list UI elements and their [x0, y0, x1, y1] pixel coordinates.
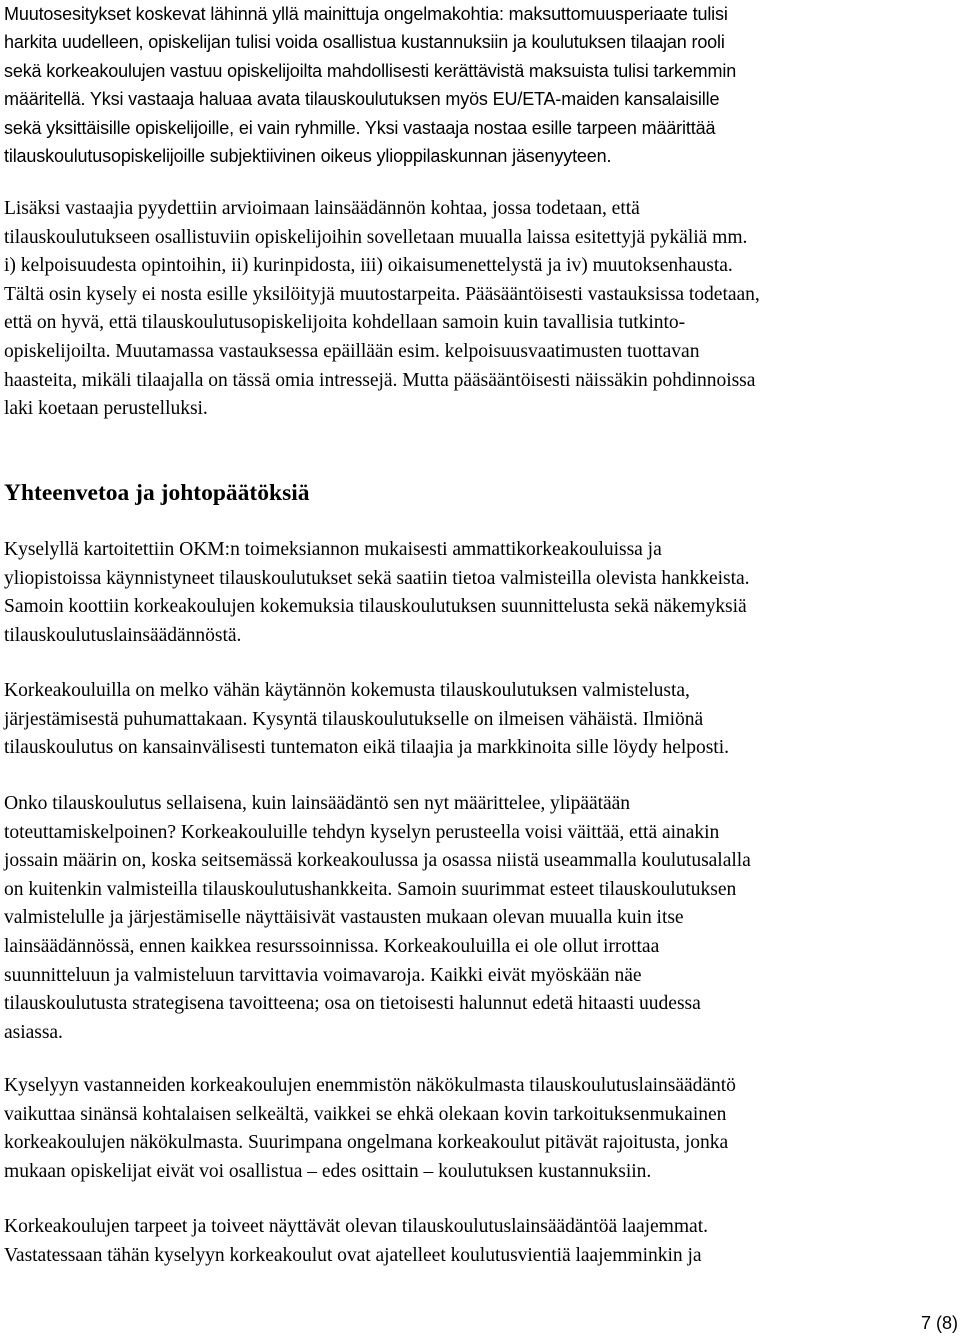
text-line: järjestämisestä puhumattakaan. Kysyntä tilauskoulutukselle on ilmeisen vähäistä. Ilmiönä — [4, 708, 704, 730]
text-line: suunnitteluun ja valmisteluun tarvittavia voimavaroja. Kaikki eivät myöskään näe — [4, 964, 642, 986]
text-line: asiassa. — [4, 1021, 63, 1043]
text-line: i) kelpoisuudesta opintoihin, ii) kurinpidosta, iii) oikaisumenettelystä ja iv) muutoksenhausta. — [4, 255, 733, 277]
section-heading: Yhteenvetoa ja johtopäätöksiä — [4, 480, 310, 506]
paragraph-needs — [4, 1213, 708, 1270]
paragraph-survey-summary — [4, 536, 749, 650]
text-line: valmistelulle ja järjestämiselle näyttäisivät vastausten mukaan olevan muualla kuin itse — [4, 907, 684, 929]
text-line: Onko tilauskoulutus sellaisena, kuin lainsäädäntö sen nyt määrittelee, ylipäätään — [4, 793, 631, 814]
text-line: tilauskoulutusta strategisena tavoitteena; osa on tietoisesti halunnut edetä hitaasti uudessa — [4, 993, 701, 1015]
intro-paragraph — [4, 0, 736, 170]
text-line: määritellä. Yksi vastaaja haluaa avata tilauskoulutuksen myös EU/ETA-maiden kansalaisille — [4, 89, 720, 110]
text-line: Muutosesitykset koskevat lähinnä yllä mainittuja ongelmakohtia: maksuttomuusperiaate tulisi — [4, 4, 728, 24]
text-line: Kyselyllä kartoitettiin OKM:n toimeksiannon mukaisesti ammattikorkeakouluissa ja — [4, 539, 662, 560]
text-line: Samoin koottiin korkeakoulujen kokemuksia tilauskoulutuksen suunnittelusta sekä näkemyksiä — [4, 596, 747, 618]
text-line: Korkeakouluilla on melko vähän käytännön kokemusta tilauskoulutuksen valmistelusta, — [4, 680, 690, 701]
text-line: tilauskoulutukseen osallistuviin opiskelijoihin sovelletaan muualla laissa esitettyjä pykäliä mm. — [4, 226, 748, 248]
text-line: opiskelijoilta. Muutamassa vastauksessa epäillään esim. kelpoisuusvaatimusten tuottavan — [4, 340, 700, 362]
text-line: Lisäksi vastaajia pyydettiin arvioimaan lainsäädännön kohtaa, jossa todetaan, että — [4, 198, 640, 219]
text-line: harkita uudelleen, opiskelijan tulisi voida osallistua kustannuksiin ja koulutuksen tilaajan rooli — [4, 32, 725, 53]
text-line: haasteita, mikäli tilaajalla on tässä omia intressejä. Mutta pääsääntöisesti näissäkin pohdinnoissa — [4, 369, 756, 391]
text-line: tilauskoulutus on kansainvälisesti tuntematon eikä tilaajia ja markkinoita sille löydy helposti. — [4, 737, 729, 759]
text-line: Kyselyyn vastanneiden korkeakoulujen enemmistön näkökulmasta tilauskoulutuslainsäädäntö — [4, 1075, 736, 1096]
text-line: tilauskoulutusopiskelijoille subjektiivinen oikeus ylioppilaskunnan jäsenyyteen. — [4, 146, 612, 167]
paragraph-legislation-clarity — [4, 1072, 736, 1186]
text-line: toteuttamiskelpoinen? Korkeakouluille tehdyn kyselyn perusteella voisi väittää, että ainakin — [4, 821, 720, 843]
text-line: laki koetaan perustelluksi. — [4, 398, 208, 420]
paragraph-experience — [4, 677, 729, 763]
text-line: sekä yksittäisille opiskelijoille, ei vain ryhmille. Yksi vastaaja nostaa esille tarpeen määrittää — [4, 117, 716, 138]
page-number: 7 (8) — [920, 1313, 958, 1333]
text-line: yliopistoissa käynnistyneet tilauskoulutukset sekä saatiin tietoa valmisteilla olevista hankkeista. — [4, 567, 750, 589]
text-line: tilauskoulutuslainsäädännöstä. — [4, 624, 242, 646]
paragraph-feasibility — [4, 790, 751, 1047]
text-line: jossain määrin on, koska seitsemässä korkeakoulussa ja osassa niistä useammalla koulutusalalla — [4, 850, 751, 872]
text-line: sekä korkeakoulujen vastuu opiskelijoilta mahdollisesti kerättävistä maksuista tulisi tarkemmin — [4, 60, 737, 81]
text-line: Tältä osin kysely ei nosta esille yksilöityjä muutostarpeita. Pääsääntöisesti vastauksissa todetaan, — [4, 283, 760, 305]
text-line: mukaan opiskelijat eivät voi osallistua – edes osittain – koulutuksen kustannuksiin. — [4, 1160, 652, 1182]
text-line: Vastatessaan tähän kyselyyn korkeakoulut ovat ajatelleet koulutusvientiä laajemminkin ja — [4, 1244, 702, 1266]
text-line: vaikuttaa sinänsä kohtalaisen selkeältä, vaikkei se ehkä olekaan kovin tarkoituksenmukainen — [4, 1103, 727, 1125]
text-line: että on hyvä, että tilauskoulutusopiskelijoita kohdellaan samoin kuin tavallisia tutkinto- — [4, 312, 686, 334]
paragraph-legislation-assessment — [4, 195, 760, 424]
text-line: korkeakoulujen näkökulmasta. Suurimpana ongelmana korkeakoulut pitävät rajoitusta, jonka — [4, 1132, 729, 1154]
text-line: on kuitenkin valmisteilla tilauskoulutushankkeita. Samoin suurimmat esteet tilauskoulutuksen — [4, 878, 737, 900]
text-line: lainsäädännössä, ennen kaikkea resurssoinnissa. Korkeakouluilla ei ole ollut irrottaa — [4, 935, 660, 957]
text-line: Korkeakoulujen tarpeet ja toiveet näyttävät olevan tilauskoulutuslainsäädäntöä laajemmat. — [4, 1216, 708, 1237]
